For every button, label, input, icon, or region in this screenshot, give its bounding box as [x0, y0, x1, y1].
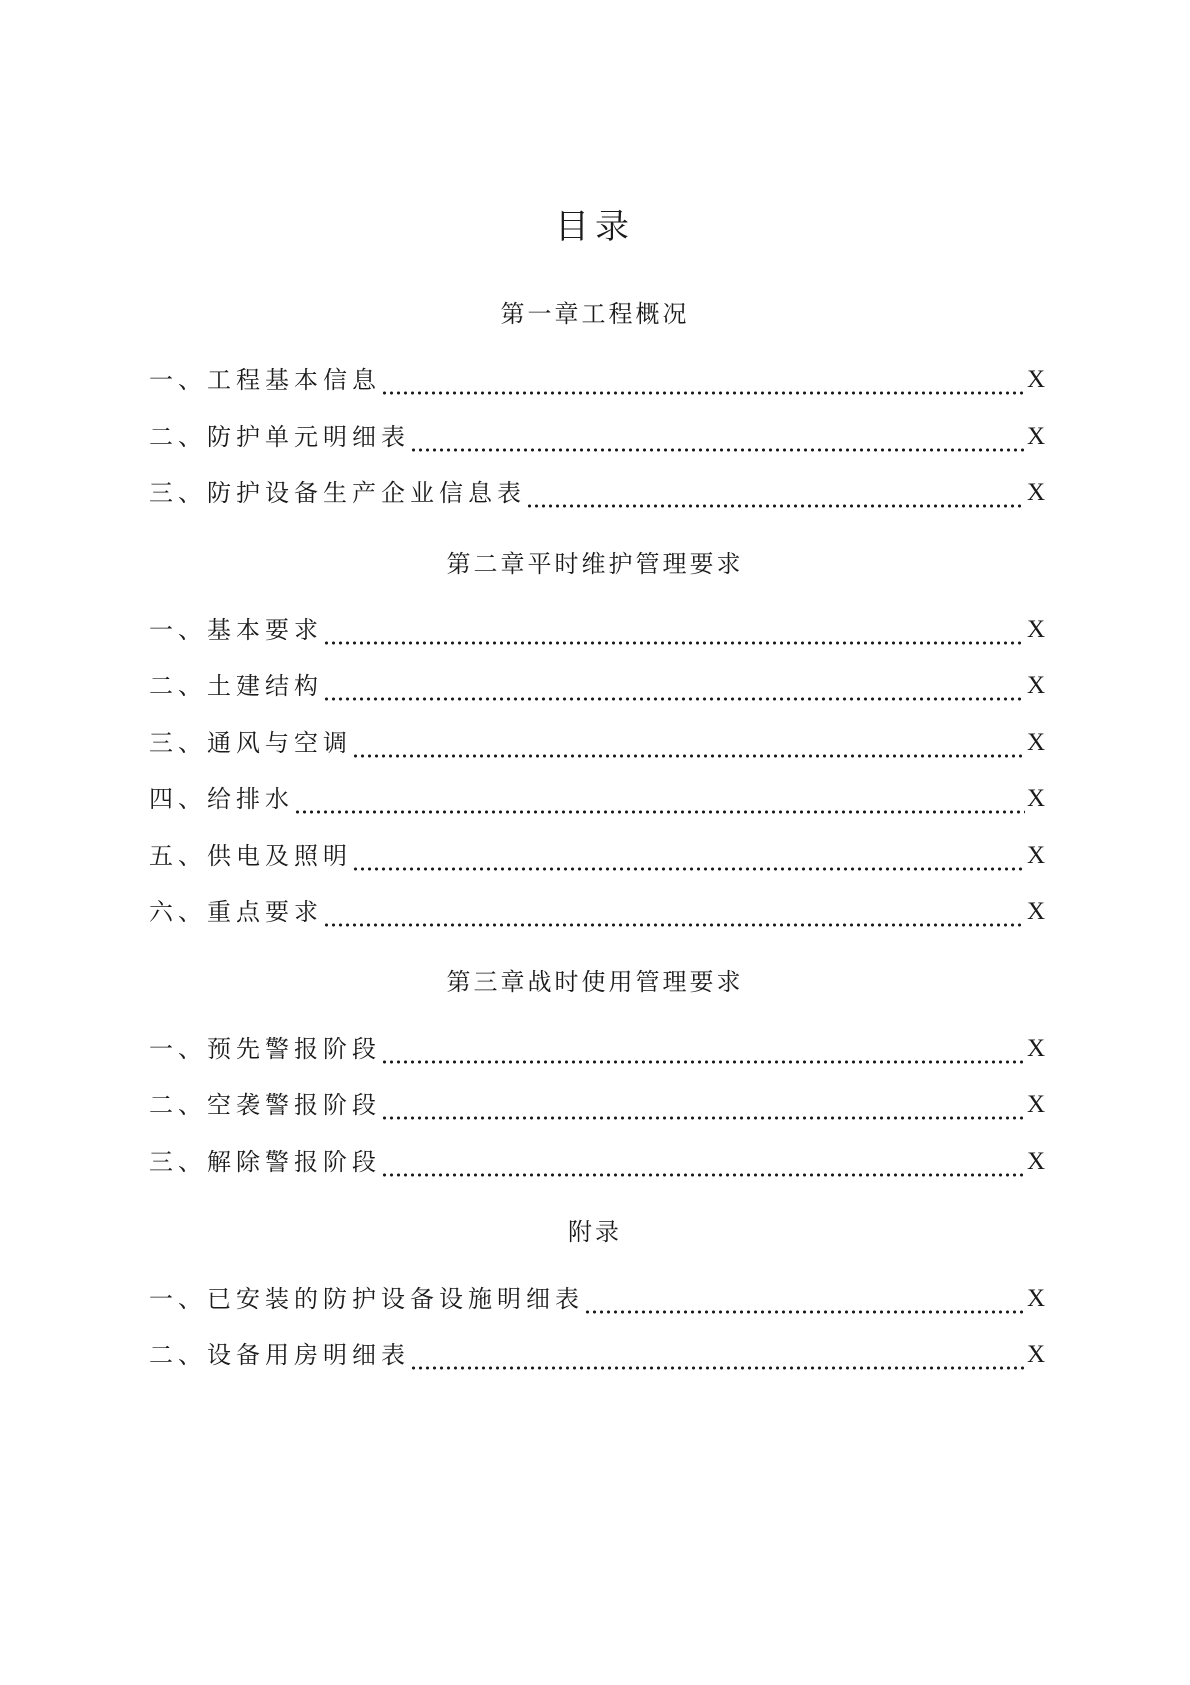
toc-entry[interactable] — [149, 476, 1045, 510]
toc-entry[interactable] — [149, 613, 1045, 647]
toc-entry-label: 一、工程基本信息 — [149, 366, 381, 394]
toc-entry-page: X — [1026, 423, 1045, 450]
toc-entry-page: X — [1026, 785, 1045, 812]
dot-leader — [410, 420, 1025, 454]
toc-entry-label: 一、已安装的防护设备设施明细表 — [149, 1285, 584, 1313]
toc-entry-label: 二、防护单元明细表 — [149, 423, 410, 451]
dot-leader — [381, 363, 1025, 397]
dot-leader — [352, 839, 1025, 873]
toc-entry-page: X — [1026, 1285, 1045, 1312]
toc-entry-label: 一、基本要求 — [149, 616, 323, 644]
toc-entry-label: 六、重点要求 — [149, 898, 323, 926]
toc-entry-label: 二、空袭警报阶段 — [149, 1091, 381, 1119]
appendix-title: 附录 — [568, 1218, 622, 1246]
toc-entry[interactable] — [149, 895, 1045, 929]
toc-entry[interactable] — [149, 839, 1045, 873]
dot-leader — [323, 895, 1025, 929]
toc-entry[interactable] — [149, 726, 1045, 760]
toc-entry-label: 二、土建结构 — [149, 672, 323, 700]
toc-entry[interactable] — [149, 1282, 1045, 1316]
dot-leader — [381, 1145, 1025, 1179]
toc-title: 目录 — [555, 207, 635, 247]
toc-entry[interactable] — [149, 1032, 1045, 1066]
dot-leader — [323, 613, 1025, 647]
chapter-title: 第二章平时维护管理要求 — [446, 550, 744, 578]
toc-entry-page: X — [1026, 898, 1045, 925]
toc-entry[interactable] — [149, 1088, 1045, 1122]
dot-leader — [526, 476, 1025, 510]
toc-entry[interactable] — [149, 420, 1045, 454]
toc-entry-label: 三、通风与空调 — [149, 729, 352, 757]
toc-entry-page: X — [1026, 366, 1045, 393]
toc-entry-label: 四、给排水 — [149, 785, 294, 813]
toc-entry-label: 三、解除警报阶段 — [149, 1148, 381, 1176]
toc-entry-label: 五、供电及照明 — [149, 842, 352, 870]
toc-entry-label: 一、预先警报阶段 — [149, 1035, 381, 1063]
toc-entry[interactable] — [149, 363, 1045, 397]
toc-entry-page: X — [1026, 1148, 1045, 1175]
toc-entry-page: X — [1026, 1091, 1045, 1118]
toc-entry-page: X — [1026, 672, 1045, 699]
toc-entry-page: X — [1026, 1035, 1045, 1062]
dot-leader — [381, 1032, 1025, 1066]
dot-leader — [410, 1338, 1025, 1372]
dot-leader — [381, 1088, 1025, 1122]
dot-leader — [294, 782, 1025, 816]
toc-entry[interactable] — [149, 669, 1045, 703]
toc-entry-label: 二、设备用房明细表 — [149, 1341, 410, 1369]
dot-leader — [352, 726, 1025, 760]
toc-entry-label: 三、防护设备生产企业信息表 — [149, 479, 526, 507]
toc-entry-page: X — [1026, 1341, 1045, 1368]
chapter-title: 第三章战时使用管理要求 — [446, 968, 744, 996]
toc-entry[interactable] — [149, 1338, 1045, 1372]
dot-leader — [584, 1282, 1025, 1316]
toc-entry[interactable] — [149, 782, 1045, 816]
toc-entry-page: X — [1026, 842, 1045, 869]
chapter-title: 第一章工程概况 — [500, 300, 690, 328]
dot-leader — [323, 669, 1025, 703]
toc-entry-page: X — [1026, 616, 1045, 643]
toc-entry[interactable] — [149, 1145, 1045, 1179]
toc-entry-page: X — [1026, 479, 1045, 506]
toc-entry-page: X — [1026, 729, 1045, 756]
